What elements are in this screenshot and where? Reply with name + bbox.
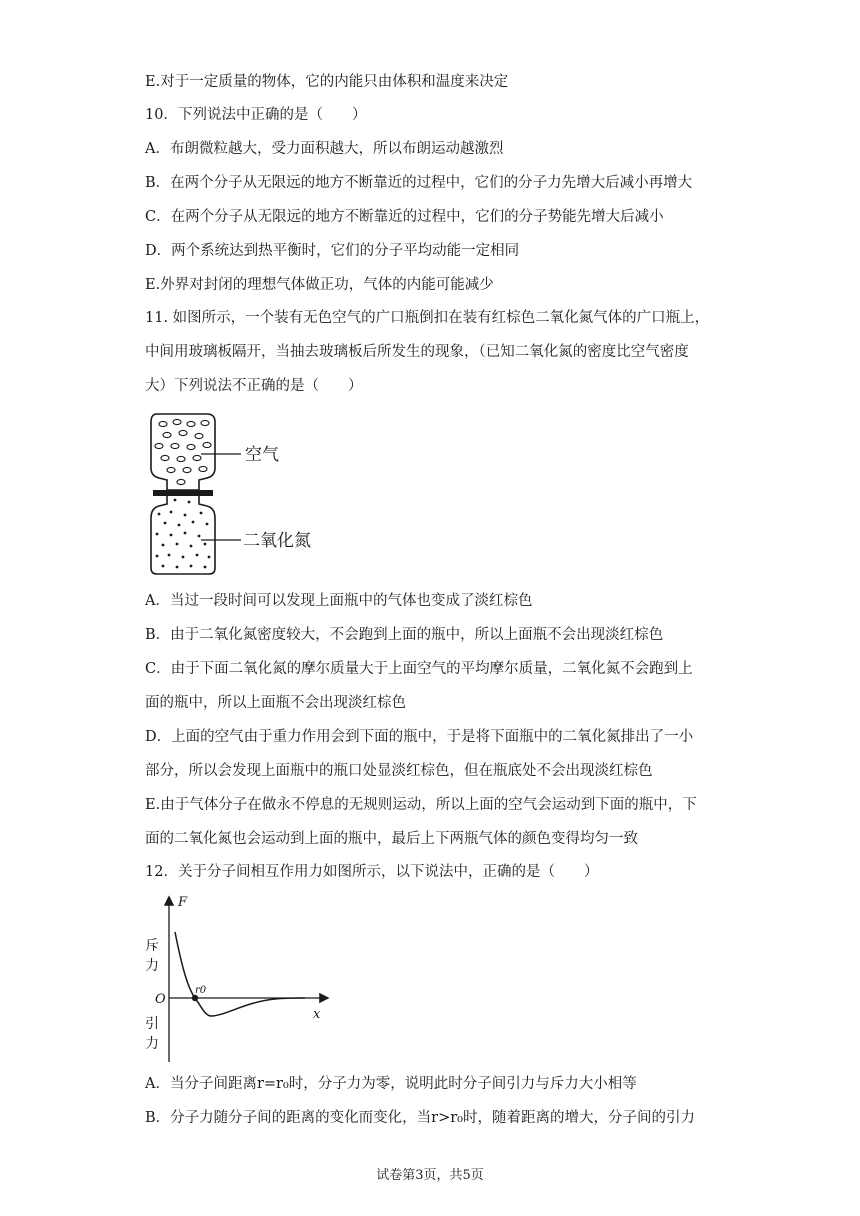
lower-bottle	[151, 496, 215, 574]
page-footer: 试卷第3页，共5页	[376, 1168, 484, 1183]
option-10c: C．在两个分子从无限远的地方不断靠近的过程中，它们的分子势能先增大后减小	[145, 209, 664, 225]
option-11e-line1: E.由于气体分子在做永不停息的无规则运动，所以上面的空气会运动到下面的瓶中，下	[145, 797, 697, 813]
label-air: 空气	[245, 445, 279, 465]
question-11-stem-line1: 11. 如图所示，一个装有无色空气的广口瓶倒扣在装有红棕色二氧化氮气体的广口瓶上，	[145, 310, 710, 326]
force-curve	[175, 932, 305, 1016]
option-11c-line2: 面的瓶中，所以上面瓶不会出现淡红棕色	[145, 695, 406, 711]
air-molecules	[155, 419, 211, 484]
option-12b: B．分子力随分子间的距离的变化而变化，当r>r₀时，随着距离的增大，分子间的引力	[145, 1110, 695, 1126]
question-12-stem: 12．关于分子间相互作用力如图所示，以下说法中，正确的是（ ）	[145, 864, 599, 880]
option-9e: E.对于一定质量的物体，它的内能只由体积和温度来决定	[145, 74, 509, 90]
option-12a: A．当分子间距离r=r₀时，分子力为零，说明此时分子间引力与斥力大小相等	[145, 1076, 637, 1092]
bottles-diagram	[145, 408, 325, 580]
option-10b: B．在两个分子从无限远的地方不断靠近的过程中，它们的分子力先增大后减小再增大	[145, 175, 693, 191]
force-curve-diagram	[145, 892, 345, 1064]
bottles-figure	[145, 408, 325, 580]
option-10a: A．布朗微粒越大，受力面积越大，所以布朗运动越激烈	[145, 141, 504, 157]
label-origin: O	[155, 992, 166, 1007]
question-10-stem: 10．下列说法中正确的是（ ）	[145, 107, 367, 123]
option-10e: E.外界对封闭的理想气体做正功，气体的内能可能减少	[145, 277, 494, 293]
label-no2: 二氧化氮	[243, 531, 311, 551]
option-11c-line1: C．由于下面二氧化氮的摩尔质量大于上面空气的平均摩尔质量，二氧化氮不会跑到上	[145, 661, 693, 677]
option-11d-line2: 部分，所以会发现上面瓶中的瓶口处显淡红棕色，但在瓶底处不会出现淡红棕色	[145, 763, 653, 779]
glass-plate	[153, 490, 213, 496]
label-r0: r0	[195, 985, 207, 996]
label-x: x	[313, 1007, 321, 1022]
no2-molecules	[156, 499, 211, 569]
option-11d-line1: D．上面的空气由于重力作用会到下面的瓶中，于是将下面瓶中的二氧化氮排出了一小	[145, 729, 694, 745]
label-attractive: 引力	[145, 1016, 159, 1052]
label-repulsive: 斥力	[145, 938, 159, 974]
question-11-stem-line3: 大）下列说法不正确的是（ ）	[145, 378, 363, 394]
option-11e-line2: 面的二氧化氮也会运动到上面的瓶中，最后上下两瓶气体的颜色变得均匀一致	[145, 831, 638, 847]
question-11-stem-line2: 中间用玻璃板隔开，当抽去玻璃板后所发生的现象，（已知二氧化氮的密度比空气密度	[145, 344, 689, 360]
option-11a: A．当过一段时间可以发现上面瓶中的气体也变成了淡红棕色	[145, 593, 533, 609]
option-10d: D．两个系统达到热平衡时，它们的分子平均动能一定相同	[145, 243, 520, 259]
option-11b: B．由于二氧化氮密度较大，不会跑到上面的瓶中，所以上面瓶不会出现淡红棕色	[145, 627, 664, 643]
force-figure	[145, 892, 345, 1064]
label-F: F	[178, 895, 188, 910]
